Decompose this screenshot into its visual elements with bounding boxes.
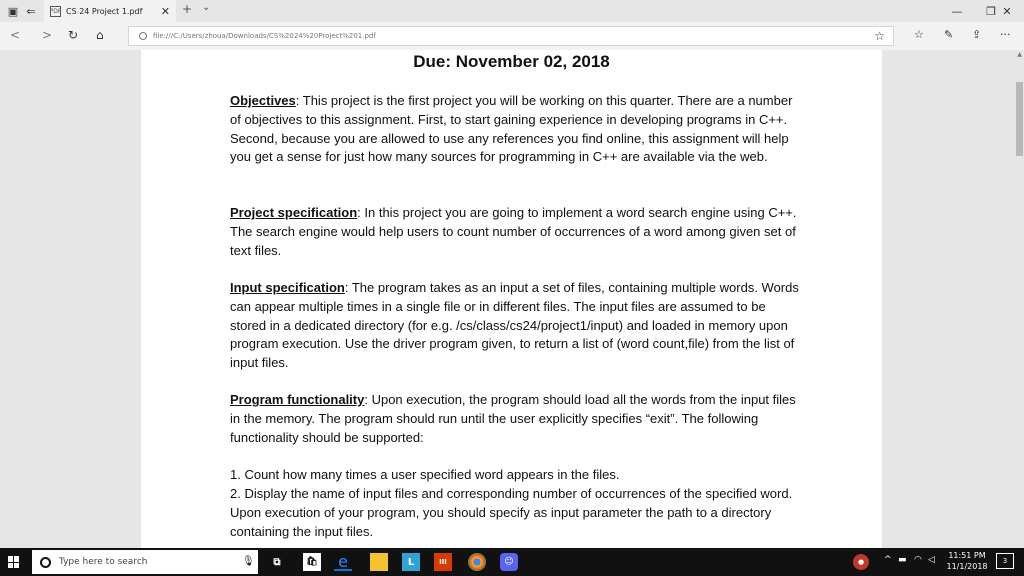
project-spec-heading: Project specification [230,205,358,220]
share-icon[interactable]: ⇪ [972,28,982,41]
objectives-text: : This project is the first project you will be working on this quarter. There are a number of objectives to this assignment. First, to start gaining experience in developing programs in C++. Second, because you are allowed to use any references you find online, this assignment will help you get a sense for just how many sources for programming in C++ are available via the web. [230,93,793,165]
microphone-icon[interactable]: 🎙︎ [242,556,255,567]
back-button[interactable]: < [10,28,21,42]
notification-center-icon[interactable]: 3 [996,553,1014,569]
tab-title: CS 24 Project 1.pdf [66,6,143,16]
input-spec-heading: Input specification [230,280,345,295]
favorite-star-icon[interactable]: ☆ [874,29,885,43]
functionality-heading: Program functionality [230,392,365,407]
refresh-button[interactable]: ↻ [68,28,79,42]
list-item-1: 1. Count how many times a user specified word appears in the files. [230,467,620,482]
edge-icon[interactable]: e [334,553,352,571]
home-button[interactable]: ⌂ [96,28,104,42]
clock-date: 11/1/2018 [946,562,988,571]
scrollbar[interactable] [1014,50,1024,548]
info-icon [139,32,147,40]
tab-preview-icon[interactable]: ⇐ [26,4,36,18]
functionality-paragraph [230,391,805,447]
pdf-page [141,50,882,548]
system-clock[interactable] [942,550,992,572]
project-spec-text: : In this project you are going to implement a word search engine using C++. The search engine would help users to count number of occurrences of a word among given set of text files. [230,205,797,258]
file-explorer-icon[interactable] [370,553,388,571]
navigation-bar [0,22,1024,50]
l-app-icon[interactable]: L [402,553,420,571]
pdf-viewer[interactable] [0,50,1024,548]
minimize-button[interactable]: — [951,4,963,18]
taskbar [0,548,1024,576]
battery-icon[interactable]: ▬ [898,555,907,565]
store-icon[interactable]: 🛍︎ [303,553,321,571]
address-bar[interactable] [128,26,894,46]
new-tab-button[interactable]: + [182,2,193,16]
list-item-2: 2. Display the name of input files and corresponding number of occurrences of the specified word. Upon execution of your program, you should specify as input parameter the path to a directory containing the input files. [230,486,793,539]
project-spec-paragraph [230,204,805,260]
input-spec-paragraph [230,279,805,373]
restore-button[interactable]: ❐ [986,4,996,18]
set-aside-tabs-icon[interactable]: ▣ [7,4,19,18]
forward-button[interactable]: > [42,28,53,42]
clock-time: 11:51 PM [948,551,986,560]
office-icon[interactable]: III [434,553,452,571]
taskbar-search-box[interactable] [32,550,258,574]
input-spec-text: : The program takes as an input a set of files, containing multiple words. Words can appear multiple times in a single file or in different files. The input files are assumed to be stored in a dedicated directory (for e.g. /cs/class/cs24/project1/input) and loaded in memory upon program execution. Use the driver program given, to return a list of (word count,file) from the list of input files. [230,280,799,371]
pdf-icon: PDF [49,7,62,15]
due-date: Due: November 02, 2018 [413,52,610,71]
tray-chevron-icon[interactable]: ^ [884,555,892,565]
discord-icon[interactable]: ☺ [500,553,518,571]
web-note-pen-icon[interactable]: ✎ [944,28,954,41]
search-placeholder: Type here to search [59,557,148,567]
wifi-icon[interactable]: ◠ [914,555,922,565]
favorites-hub-icon[interactable]: ☆ [914,28,924,41]
chrome-icon[interactable] [468,553,486,571]
scroll-up-icon[interactable]: ▲ [1017,51,1022,58]
more-menu-icon[interactable]: ··· [1000,28,1011,41]
tray-app-icon[interactable]: ● [853,554,869,570]
volume-icon[interactable]: ◁ [928,555,935,565]
url-text: file:///C:/Users/zhoua/Downloads/CS%2024%20Project%201.pdf [153,32,376,40]
close-window-button[interactable]: ✕ [1002,4,1012,18]
tab-pdf[interactable] [44,0,176,22]
task-view-icon[interactable]: ⧉ [273,556,281,568]
tab-list-chevron-icon[interactable]: ⌄ [202,2,211,13]
close-tab-icon[interactable]: ✕ [160,4,170,18]
functionality-text: : Upon execution, the program should load all the words from the input files in the memory. The program should run until the user explicitly specifies “exit”. The following functionality should be supported: [230,392,796,445]
objectives-paragraph [230,92,805,167]
windows-start-icon[interactable] [8,556,20,568]
objectives-heading: Objectives [230,93,296,108]
title-bar [0,0,1024,22]
scrollbar-thumb[interactable] [1016,82,1023,156]
cortana-circle-icon [40,557,51,568]
